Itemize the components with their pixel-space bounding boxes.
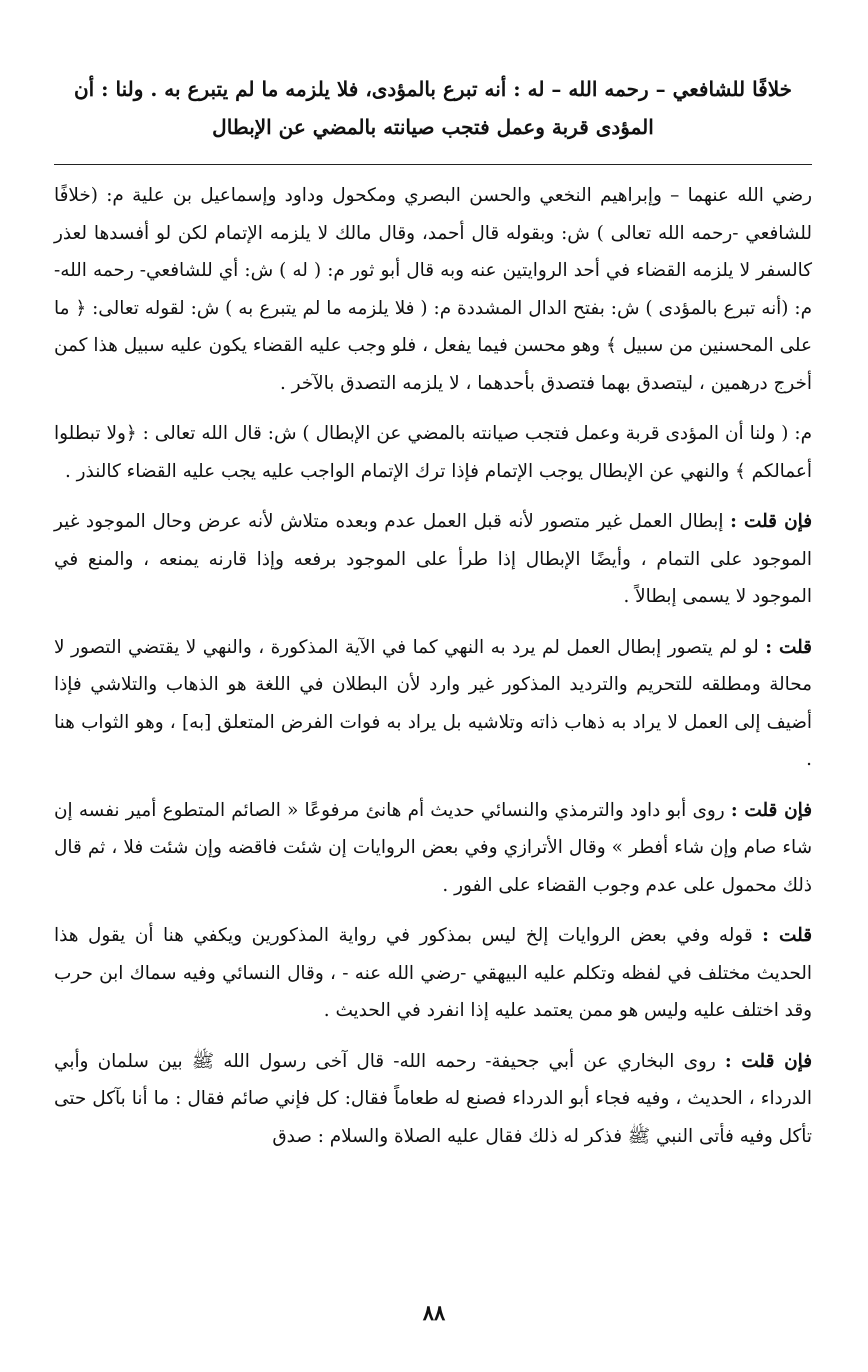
paragraph-text: قوله وفي بعض الروايات إلخ ليس بمذكور في رواية المذكورين ويكفي هنا أن يقول هذا الحديث مختلف في لفظه وتكلم عليه البيهقي -رضي الله عنه - ، وقال النسائي وفيه سماك ابن حرب وقد اختلف عليه وليس هو ممن يعتمد عليه إذا انفرد في الحديث . [54,925,812,1021]
matn-heading: خلافًا للشافعي – رحمه الله – له : أنه تبرع بالمؤدى، فلا يلزمه ما لم يتبرع به . ولنا : أن المؤدى قربة وعمل فتجب صيانته بالمضي عن الإبطال [73,77,793,139]
commentary-paragraph [54,917,812,1030]
paragraph-lead: قلت : [765,636,812,658]
paragraph-lead: فإن قلت : [724,1050,812,1072]
commentary-paragraph [54,629,812,779]
separator-line [54,164,812,165]
paragraph-text: روى أبو داود والترمذي والنسائي حديث أم هانئ مرفوعًا « الصائم المتطوع أمير نفسه إن شاء صام وإن شاء أفطر » وقال الأترازي وفي بعض الروايات إن شئت فاقضه وإن شئت فلا ، ثم قال ذلك محمول على عدم وجوب القضاء على الفور . [54,799,812,896]
commentary-paragraph [54,792,812,905]
paragraph-text: روى البخاري عن أبي جحيفة- رحمه الله- قال آخى رسول الله ﷺ بين سلمان وأبي الدرداء ، الحديث ، وفيه فجاء أبو الدرداء فصنع له طعاماً فقال: كل فإني صائم فقال : ما أنا بآكل حتى تأكل وفيه فأتى النبي ﷺ فذكر له ذلك فقال عليه الصلاة والسلام : صدق [54,1050,812,1147]
paragraph-lead: قلت : [762,925,812,946]
paragraph-text: لو لم يتصور إبطال العمل لم يرد به النهي كما في الآية المذكورة ، والنهي لا يقتضي التصور لا محالة ومطلقه للتحريم والترديد المذكور غير وارد لأن البطلان في اللغة هو الذهاب والتلاشي فإذا أضيف إلى العمل لا يراد به ذهاب ذاته وتلاشيه بل يراد به فوات الفرض المتعلق [به] ، وهو الثواب هنا . [54,636,812,770]
commentary-paragraph [54,503,812,616]
commentary-paragraph [54,1043,812,1156]
commentary-paragraph [54,177,812,402]
commentary-paragraph [54,415,812,490]
paragraph-lead: فإن قلت : [730,511,812,532]
paragraph-lead: فإن قلت : [730,799,812,821]
paragraph-text: م: ( ولنا أن المؤدى قربة وعمل فتجب صيانته بالمضي عن الإبطال ) ش: قال الله تعالى : ﴿ولا تبطلوا أعمالكم ﴾ والنهي عن الإبطال يوجب الإتمام فإذا ترك الإتمام الواجب عليه يجب عليه القضاء كالنذر . [54,423,812,482]
page-number: ٨٨ [422,1300,446,1325]
paragraph-text: إبطال العمل غير متصور لأنه قبل العمل عدم وبعده متلاش لأنه عرض وحال الموجود غير الموجود على التمام ، وأيضًا الإبطال إذا طرأ على الموجود برفعه وإذا قارنه يمنعه ، والمنع في الموجود لا يسمى إبطالاً . [54,511,812,607]
paragraph-text: رضي الله عنهما – وإبراهيم النخعي والحسن البصري ومكحول وداود وإسماعيل بن علية م: (خلافًا للشافعي -رحمه الله تعالى ) ش: وبقوله قال أحمد، وقال مالك لا يلزمه الإتمام لكن لو أفسدها لعذر كالسفر لا يلزمه القضاء في أحد الروايتين عنه وبه قال أبو ثور م: ( له ) ش: أي للشافعي- رحمه الله- م: (أنه تبرع بالمؤدى ) ش: بفتح الدال المشددة م: ( فلا يلزمه ما لم يتبرع به ) ش: لقوله تعالى: ﴿ ما على المحسنين من سبيل ﴾ وهو محسن فيما يفعل ، فلو وجب عليه القضاء يكون عليه سبيل هذا كمن أخرج درهمين ، ليتصدق بهما فتصدق بأحدهما ، لا يلزمه التصدق بالآخر . [54,185,812,394]
